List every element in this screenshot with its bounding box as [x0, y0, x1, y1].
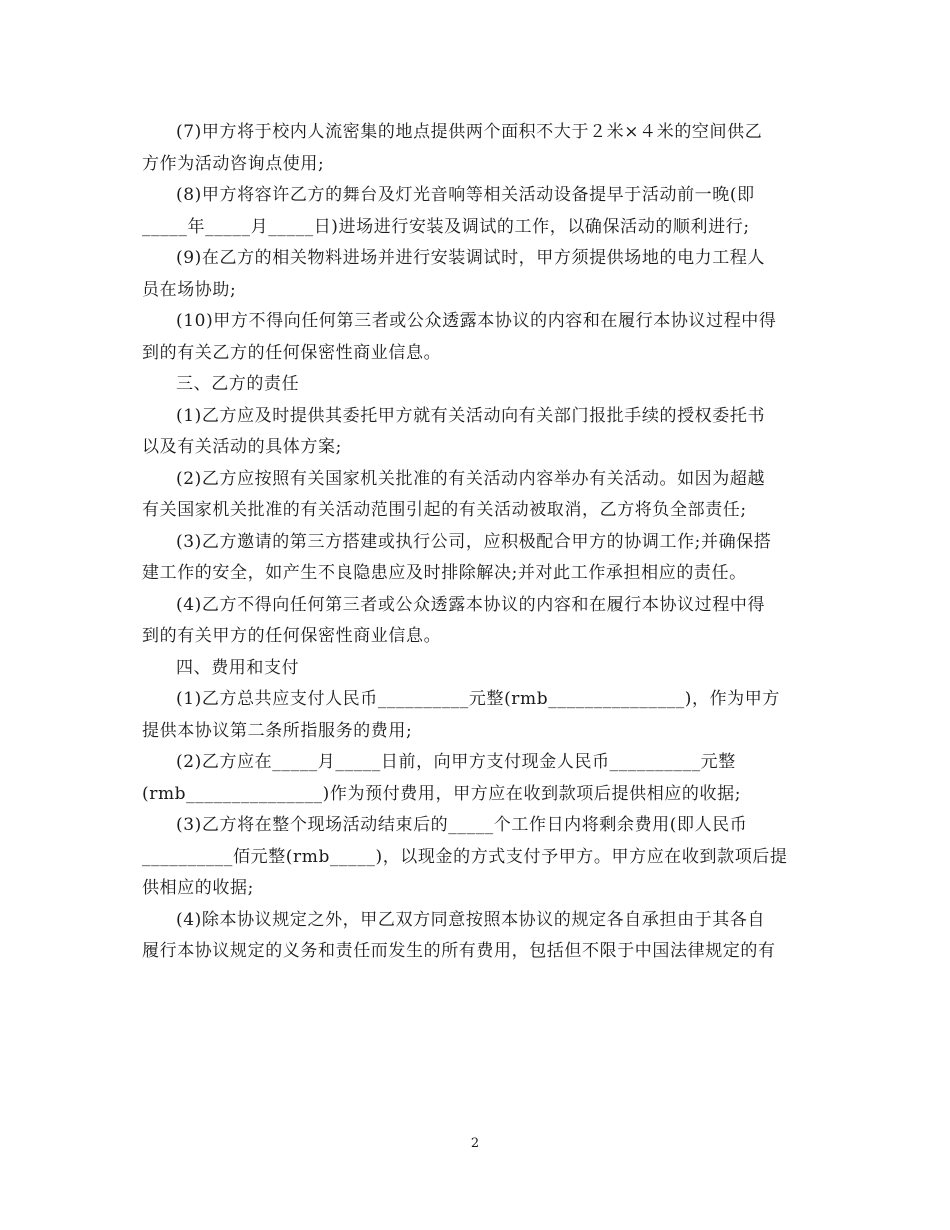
text-line: 有关国家机关批准的有关活动范围引起的有关活动被取消，乙方将负全部责任;	[142, 500, 747, 520]
text-line: 供相应的收据;	[142, 878, 254, 898]
text-line: 建工作的安全，如产生不良隐患应及时排除解决;并对此工作承担相应的责任。	[142, 563, 747, 583]
text-line: _____年_____月_____日)进场进行安装及调试的工作，以确保活动的顺利进行;	[142, 216, 750, 237]
text-line: (4)除本协议规定之外，甲乙双方同意按照本协议的规定各自承担由于其各自	[176, 909, 766, 930]
text-line: (rmb_______________)作为预付费用，甲方应在收到款项后提供相应的收据;	[142, 783, 742, 804]
text-line: 到的有关乙方的任何保密性商业信息。	[142, 342, 442, 363]
text-line: 履行本协议规定的义务和责任而发生的所有费用，包括但不限于中国法律规定的有	[142, 941, 776, 961]
text-line: (1)乙方应及时提供其委托甲方就有关活动向有关部门报批手续的授权委托书	[176, 405, 766, 426]
page-number: 2	[470, 1136, 480, 1151]
text-line: 方作为活动咨询点使用;	[142, 153, 325, 174]
text-line: 提供本协议第二条所指服务的费用;	[142, 720, 413, 741]
text-line: (10)甲方不得向任何第三者或公众透露本协议的内容和在履行本协议过程中得	[176, 311, 777, 331]
text-line: 到的有关甲方的任何保密性商业信息。	[142, 626, 442, 646]
text-line: (8)甲方将容许乙方的舞台及灯光音响等相关活动设备提早于活动前一晚(即	[176, 185, 755, 205]
text-line: (3)乙方邀请的第三方搭建或执行公司，应积极配合甲方的协调工作;并确保搭	[176, 531, 772, 552]
text-line: (2)乙方应按照有关国家机关批准的有关活动内容举办有关活动。如因为超越	[176, 468, 766, 489]
text-line: (2)乙方应在_____月_____日前，向甲方支付现金人民币__________元整	[176, 752, 736, 772]
text-line: (1)乙方总共应支付人民币__________元整(rmb_______________)，作为甲方	[176, 689, 780, 709]
section-heading: 三、乙方的责任	[176, 374, 300, 394]
text-line: (4)乙方不得向任何第三者或公众透露本协议的内容和在履行本协议过程中得	[176, 594, 766, 615]
text-line: 员在场协助;	[142, 279, 237, 300]
text-line: (9)在乙方的相关物料进场并进行安装调试时，甲方须提供场地的电力工程人	[176, 248, 766, 268]
text-line: 以及有关活动的具体方案;	[142, 437, 342, 457]
text-line: __________佰元整(rmb_____)，以现金的方式支付予甲方。甲方应在收到款项后提	[142, 846, 788, 867]
text-line: (7)甲方将于校内人流密集的地点提供两个面积不大于２米×４米的空间供乙	[176, 122, 763, 142]
section-heading: 四、费用和支付	[176, 657, 300, 678]
text-line: (3)乙方将在整个现场活动结束后的_____个工作日内将剩余费用(即人民币	[176, 815, 748, 835]
document-body	[142, 117, 810, 968]
